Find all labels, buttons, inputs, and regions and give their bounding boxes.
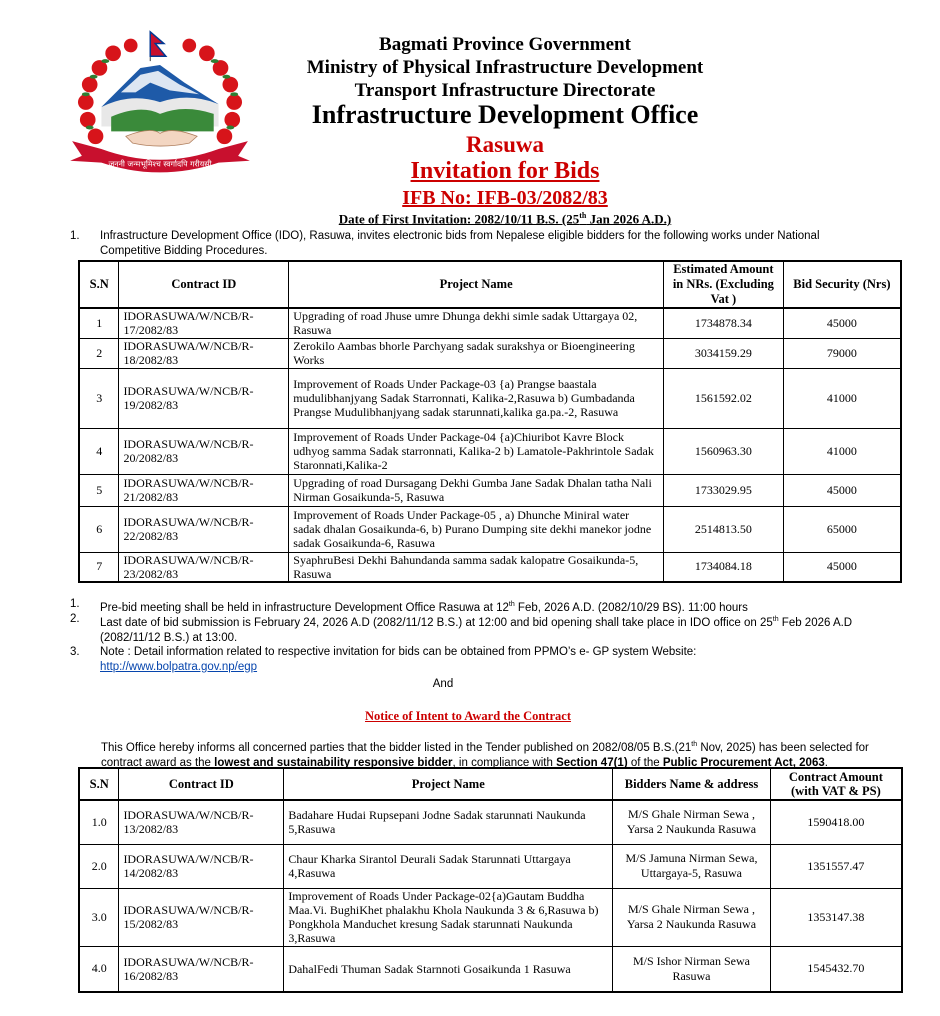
serial-number: 2 — [79, 338, 119, 368]
serial-number: 6 — [79, 506, 119, 552]
bid-row — [79, 428, 901, 474]
bid-row — [79, 506, 901, 552]
bid-row — [79, 552, 901, 582]
bid-security: 45000 — [783, 308, 901, 338]
contract-amount: 1545432.70 — [770, 946, 902, 992]
emblem-motto: जननी जन्मभूमिश्च स्वर्गादपि गरीयसी — [108, 159, 212, 169]
contract-id: IDORASUWA/W/NCB/R-14/2082/83 — [119, 844, 284, 888]
project-name: Improvement of Roads Under Package-05 , a) Dhunche Miniral water sadak dhalan Gosaikunda-6, b) Purano Dumping site dekhi manekor jodne sadak Gosaikunda-6, Rasuwa — [289, 506, 664, 552]
contract-amount: 1353147.38 — [770, 888, 902, 946]
first-invitation-date: Date of First Invitation: 2082/10/11 B.S. (25th Jan 2026 A.D.) — [338, 211, 672, 227]
intro-paragraph: 1. Infrastructure Development Office (IDO), Rasuwa, invites electronic bids from Nepalese eligible bidders for the following works under National Competitive Bidding Procedures. — [70, 230, 820, 257]
contract-id: IDORASUWA/W/NCB/R-18/2082/83 — [119, 338, 289, 368]
bid-security: 79000 — [783, 338, 901, 368]
estimated-amount: 1561592.02 — [664, 368, 784, 428]
ifb-number: IFB No: IFB-03/2082/83 — [402, 187, 608, 209]
col-header-contract-id: Contract ID — [119, 768, 284, 800]
col-header-sn: S.N — [79, 261, 119, 308]
district-name: Rasuwa — [466, 132, 544, 157]
project-name: Improvement of Roads Under Package-03 {a) Prangse baastala mudulibhanjyang Sadak Starronnati, Kalika-2,Rasuwa b) Gumbadanda Prangse Mudulibhanjyang sadak starunnati,kalika ga.pa.-2, Rasuwa — [289, 368, 664, 428]
contract-id: IDORASUWA/W/NCB/R-19/2082/83 — [119, 368, 289, 428]
serial-number: 4.0 — [79, 946, 119, 992]
estimated-amount: 3034159.29 — [664, 338, 784, 368]
serial-number: 1 — [79, 308, 119, 338]
note-2: 2. Last date of bid submission is February 24, 2026 A.D (2082/11/12 B.S.) at 12:00 and bid opening shall take place in IDO office on 25th Feb 2026 A.D (2082/11/12 B.S.) at 13:00. — [70, 613, 853, 644]
award-row — [79, 800, 902, 844]
col-header-contract-amount: Contract Amount (with VAT & PS) — [770, 768, 902, 800]
handshake-icon — [126, 131, 197, 147]
contract-amount: 1351557.47 — [770, 844, 902, 888]
bid-row — [79, 474, 901, 506]
directorate-name: Transport Infrastructure Directorate — [354, 80, 656, 101]
bidder-name-address: M/S Ishor Nirman Sewa Rasuwa — [613, 946, 771, 992]
contract-id: IDORASUWA/W/NCB/R-13/2082/83 — [119, 800, 284, 844]
contract-id: IDORASUWA/W/NCB/R-20/2082/83 — [119, 428, 289, 474]
award-table — [78, 767, 903, 993]
estimated-amount: 1733029.95 — [664, 474, 784, 506]
project-name: Badahare Hudai Rupsepani Jodne Sadak starunnati Naukunda 5,Rasuwa — [284, 800, 613, 844]
note-1: 1. Pre-bid meeting shall be held in infrastructure Development Office Rasuwa at 12th Feb, 2026 A.D. (2082/10/29 BS). 11:00 hours — [70, 598, 748, 614]
bolpatra-link[interactable]: http://www.bolpatra.gov.np/egp — [100, 661, 258, 673]
contract-id: IDORASUWA/W/NCB/R-15/2082/83 — [119, 888, 284, 946]
estimated-amount: 1734084.18 — [664, 552, 784, 582]
estimated-amount: 1560963.30 — [664, 428, 784, 474]
serial-number: 1.0 — [79, 800, 119, 844]
col-header-bid-security: Bid Security (Nrs) — [783, 261, 901, 308]
notice-paragraph: This Office hereby informs all concerned parties that the bidder listed in the Tender published on 2082/08/05 B.S.(21th Nov, 2025) has been selected for contract award as the lowest and sustainability responsive bidder, in compliance with Section 47(1) of the Public Procurement Act, 2063. — [101, 741, 869, 769]
project-name: Zerokilo Aambas bhorle Parchyang sadak surakshya or Bioengineering Works — [289, 338, 664, 368]
project-name: DahalFedi Thuman Sadak Starnnoti Gosaikunda 1 Rasuwa — [284, 946, 613, 992]
project-name: Upgrading of road Dursagang Dekhi Gumba Jane Sadak Dhalan tatha Nali Nirman Gosaikunda-5, Rasuwa — [289, 474, 664, 506]
bid-security: 65000 — [783, 506, 901, 552]
bidder-name-address: M/S Jamuna Nirman Sewa, Uttargaya-5, Rasuwa — [613, 844, 771, 888]
bid-security: 41000 — [783, 428, 901, 474]
bid-row — [79, 368, 901, 428]
award-row — [79, 844, 902, 888]
serial-number: 5 — [79, 474, 119, 506]
province-name: Bagmati Province Government — [379, 34, 631, 55]
project-name: Chaur Kharka Sirantol Deurali Sadak Starunnati Uttargaya 4,Rasuwa — [284, 844, 613, 888]
bid-security: 45000 — [783, 552, 901, 582]
contract-id: IDORASUWA/W/NCB/R-16/2082/83 — [119, 946, 284, 992]
ministry-name: Ministry of Physical Infrastructure Development — [306, 57, 704, 78]
serial-number: 7 — [79, 552, 119, 582]
project-name: Improvement of Roads Under Package-02{a)Gautam Buddha Maa.Vi. BughiKhet phalakhu Khola Naukunda 3 & 6,Rasuwa b) Pongkhola Manduchet kresung Sadak starunnati Naukunda 3,Rasuwa — [284, 888, 613, 946]
estimated-amount: 2514813.50 — [664, 506, 784, 552]
office-name: Infrastructure Development Office — [311, 100, 699, 129]
project-name: Improvement of Roads Under Package-04 {a)Chiuribot Kavre Block udhyog samma Sadak starronnati, Kalika-2 b) Lamatole-Pakhrintole Sadak Staronnati,Kalika-2 — [289, 428, 664, 474]
col-header-bidder: Bidders Name & address — [613, 768, 771, 800]
project-name: Upgrading of road Jhuse umre Dhunga dekhi simle sadak Uttargaya 02, Rasuwa — [289, 308, 664, 338]
note-3: 3. Note : Detail information related to respective invitation for bids can be obtained from PPMO’s e- GP system Website: http://www.bolpatra.gov.np/egp — [70, 646, 697, 673]
serial-number: 3 — [79, 368, 119, 428]
award-row — [79, 888, 902, 946]
estimated-amount: 1734878.34 — [664, 308, 784, 338]
contract-id: IDORASUWA/W/NCB/R-17/2082/83 — [119, 308, 289, 338]
serial-number: 4 — [79, 428, 119, 474]
flag-icon — [150, 32, 166, 61]
bid-row — [79, 338, 901, 368]
bids-table — [78, 260, 902, 583]
col-header-estimated-amount: Estimated Amount in NRs. (Excluding Vat ) — [664, 261, 784, 308]
nepal-emblem-logo — [62, 24, 258, 190]
serial-number: 2.0 — [79, 844, 119, 888]
col-header-contract-id: Contract ID — [119, 261, 289, 308]
contract-amount: 1590418.00 — [770, 800, 902, 844]
award-row — [79, 946, 902, 992]
project-name: SyaphruBesi Dekhi Bahundanda samma sadak kalopatre Gosaikunda-5, Rasuwa — [289, 552, 664, 582]
notice-title: Notice of Intent to Award the Contract — [365, 709, 571, 723]
bid-security: 45000 — [783, 474, 901, 506]
and-text: And — [432, 678, 454, 690]
contract-id: IDORASUWA/W/NCB/R-23/2082/83 — [119, 552, 289, 582]
serial-number: 3.0 — [79, 888, 119, 946]
document-title: Invitation for Bids — [410, 158, 600, 184]
col-header-sn: S.N — [79, 768, 119, 800]
bid-security: 41000 — [783, 368, 901, 428]
bidder-name-address: M/S Ghale Nirman Sewa , Yarsa 2 Naukunda Rasuwa — [613, 888, 771, 946]
bidder-name-address: M/S Ghale Nirman Sewa , Yarsa 2 Naukunda Rasuwa — [613, 800, 771, 844]
contract-id: IDORASUWA/W/NCB/R-21/2082/83 — [119, 474, 289, 506]
contract-id: IDORASUWA/W/NCB/R-22/2082/83 — [119, 506, 289, 552]
col-header-project-name: Project Name — [289, 261, 664, 308]
col-header-project-name: Project Name — [284, 768, 613, 800]
bid-row — [79, 308, 901, 338]
